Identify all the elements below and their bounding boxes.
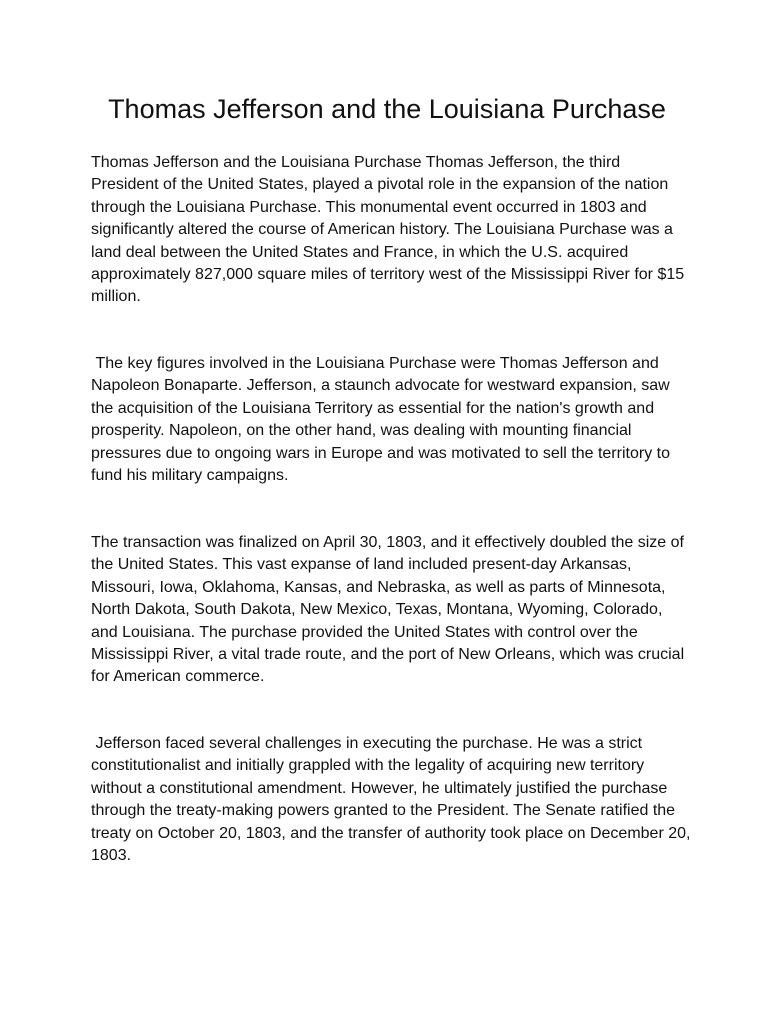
paragraph-1: Thomas Jefferson and the Louisiana Purchase Thomas Jefferson, the third President of the United States, played a pivotal role in the expansion of the nation through the Louisiana Purchase. This monumental event occurred in 1803 and significantly altered the course of American history. The Louisiana Purchase was a land deal between the United States and France, in which the U.S. acquired approximately 827,000 square miles of territory west of the Mississippi River for $15 million. — [91, 154, 689, 306]
paragraph-2: The key figures involved in the Louisiana Purchase were Thomas Jefferson and Napoleon Bonaparte. Jefferson, a staunch advocate for westward expansion, saw the acquisition of the Louisiana Territory as essential for the nation's growth and prosperity. Napoleon, on the other hand, was dealing with mounting financial pressures due to ongoing wars in Europe and was motivated to sell the territory to fund his military campaigns. — [91, 355, 675, 485]
document-title: Thomas Jefferson and the Louisiana Purchase — [108, 94, 666, 124]
paragraph-3: The transaction was finalized on April 30, 1803, and it effectively doubled the size of the United States. This vast expanse of land included present-day Arkansas, Missouri, Iowa, Oklahoma, Kansas, and Nebraska, as well as parts of Minnesota, North Dakota, South Dakota, New Mexico, Texas, Montana, Wyoming, Colorado, and Louisiana. The purchase provided the United States with control over the Mississippi River, a vital trade route, and the port of New Orleans, which was crucial for American commerce. — [91, 534, 689, 686]
paragraph-4: Jefferson faced several challenges in executing the purchase. He was a strict constitutionalist and initially grappled with the legality of acquiring new territory without a constitutional amendment. However, he ultimately justified the purchase through the treaty-making powers granted to the President. The Senate ratified the treaty on October 20, 1803, and the transfer of authority took place on December 20, 1803. — [91, 735, 695, 865]
